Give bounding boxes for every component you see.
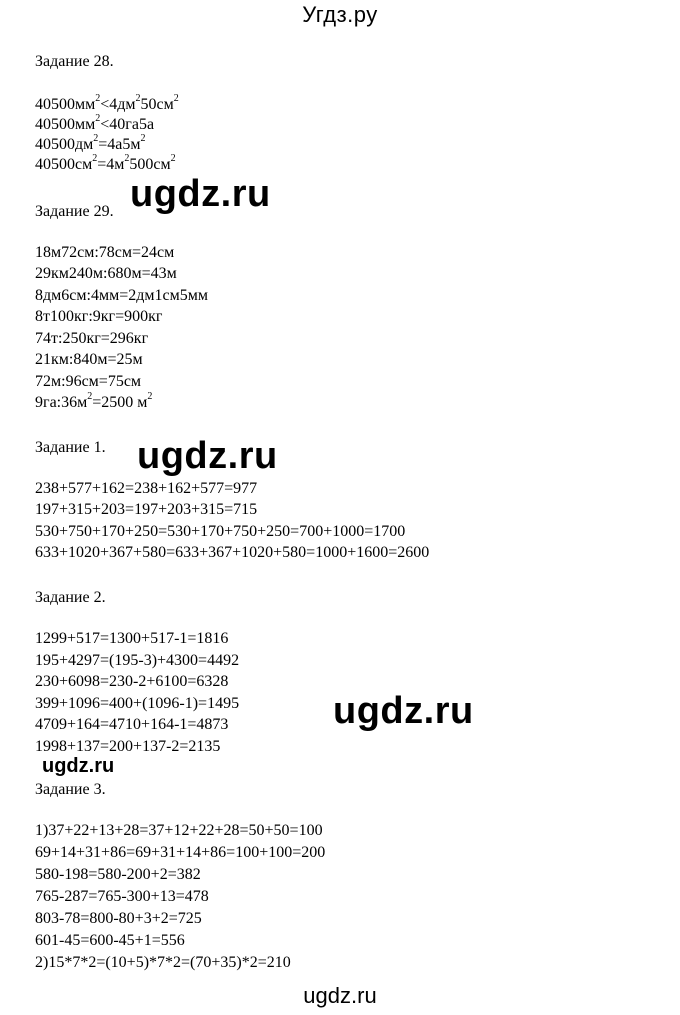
task-3-line: 580-198=580-200+2=382 bbox=[35, 866, 201, 883]
watermark: ugdz.ru bbox=[137, 435, 278, 477]
task-2-heading: Задание 2. bbox=[35, 589, 106, 606]
task-2-line: 1998+137=200+137-2=2135 bbox=[35, 738, 221, 755]
task-28-line: $40500мм^2<40га5а$ bbox=[35, 112, 155, 133]
task-3-heading: Задание 3. bbox=[35, 781, 106, 798]
task-2-line: 1299+517=1300+517-1=1816 bbox=[35, 630, 229, 647]
task-29-line: 18м72см:78см=24см bbox=[35, 244, 175, 261]
task-29-line: 8т100кг:9кг=900кг bbox=[35, 308, 163, 325]
task-3-line: 69+14+31+86=69+31+14+86=100+100=200 bbox=[35, 844, 326, 861]
task-1-line: 633+1020+367+580=633+367+1020+580=1000+1600=2600 bbox=[35, 544, 430, 561]
task-3-line: 601-45=600-45+1=556 bbox=[35, 932, 185, 949]
task-1-line: 530+750+170+250=530+170+750+250=700+1000=1700 bbox=[35, 523, 406, 540]
task-28-line: $40500см^2=4м^2500см^2$ bbox=[35, 152, 176, 173]
task-29-line: 8дм6см:4мм=2дм1см5мм bbox=[35, 287, 208, 304]
task-29-line: 72м:96см=75см bbox=[35, 373, 142, 390]
task-3-line: 2)15*7*2=(10+5)*7*2=(70+35)*2=210 bbox=[35, 954, 291, 971]
task-29-heading: Задание 29. bbox=[35, 203, 114, 220]
watermark: ugdz.ru bbox=[130, 173, 271, 215]
task-28-heading: Задание 28. bbox=[35, 53, 114, 70]
task-29-line: 21км:840м=25м bbox=[35, 351, 143, 368]
task-28-line: $40500мм^2<4дм^250см^2$ bbox=[35, 92, 179, 113]
task-29-line: 74т:250кг=296кг bbox=[35, 330, 149, 347]
task-3-line: 1)37+22+13+28=37+12+22+28=50+50=100 bbox=[35, 822, 323, 839]
footer-watermark: ugdz.ru bbox=[303, 983, 377, 1008]
watermark: ugdz.ru bbox=[42, 755, 115, 777]
task-3-line: 803-78=800-80+3+2=725 bbox=[35, 910, 202, 927]
watermark: ugdz.ru bbox=[333, 690, 474, 732]
task-2-line: 230+6098=230-2+6100=6328 bbox=[35, 673, 229, 690]
task-2-line: 4709+164=4710+164-1=4873 bbox=[35, 716, 229, 733]
task-28-line: $40500дм^2=4а5м^2$ bbox=[35, 132, 146, 153]
task-1-line: 197+315+203=197+203+315=715 bbox=[35, 501, 258, 518]
task-3-line: 765-287=765-300+13=478 bbox=[35, 888, 209, 905]
task-29-line: 29км240м:680м=43м bbox=[35, 265, 177, 282]
task-1-line: 238+577+162=238+162+577=977 bbox=[35, 480, 258, 497]
task-29-line: $9га:36м^2=2500$ $м^2$ bbox=[35, 390, 153, 411]
task-1-heading: Задание 1. bbox=[35, 439, 106, 456]
task-2-line: 195+4297=(195-3)+4300=4492 bbox=[35, 652, 240, 669]
site-title: Угдз.ру bbox=[302, 2, 378, 27]
task-2-line: 399+1096=400+(1096-1)=1495 bbox=[35, 695, 240, 712]
